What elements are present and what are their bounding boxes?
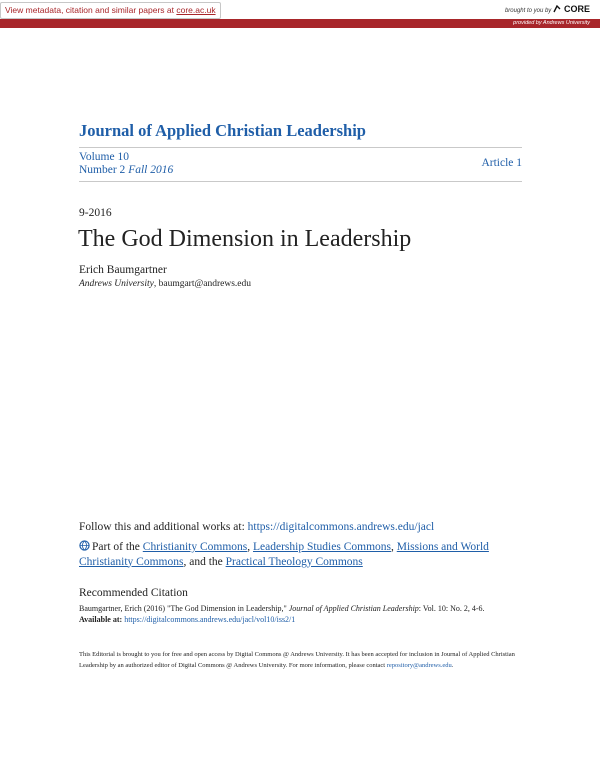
core-banner — [0, 0, 600, 28]
view-metadata-link[interactable] — [0, 2, 221, 19]
core-banner-bottom — [0, 19, 600, 28]
globe-icon — [79, 540, 90, 551]
part-of-commons — [79, 540, 529, 569]
journal-title[interactable]: Journal of Applied Christian Leadership — [79, 121, 366, 140]
follow-label: Follow this and additional works at: — [79, 521, 248, 533]
christianity-commons-link[interactable]: Christianity Commons — [142, 541, 248, 553]
author-email: , baumgart@andrews.edu — [153, 279, 251, 289]
footer-notice — [79, 650, 529, 671]
core-logo-icon — [553, 5, 561, 13]
issue-link[interactable] — [79, 164, 173, 176]
citation-journal: Journal of Applied Christian Leadership — [288, 604, 419, 613]
part-of-sep3: , and the — [183, 555, 226, 568]
season: Fall 2016 — [128, 164, 174, 176]
article-link[interactable]: Article 1 — [481, 157, 522, 169]
footer-end: . — [451, 661, 454, 669]
part-of-sep2: , — [391, 541, 397, 553]
divider-top — [79, 147, 522, 148]
recommended-citation-heading: Recommended Citation — [79, 587, 188, 599]
volume-link[interactable]: Volume 10 — [79, 151, 129, 163]
leadership-studies-commons-link[interactable]: Leadership Studies Commons — [253, 541, 391, 553]
author-name: Erich Baumgartner — [79, 264, 167, 276]
available-label: Available at: — [79, 615, 125, 624]
author-affiliation — [79, 279, 251, 289]
citation-volume: : Vol. 10: No. 2, 4-6. — [418, 604, 485, 613]
number-label: Number 2 — [79, 164, 126, 176]
provided-by: provided by Andrews University — [513, 20, 590, 26]
available-url-link[interactable]: https://digitalcommons.andrews.edu/jacl/vol10/iss2/1 — [124, 615, 296, 624]
part-of-sep1: , — [247, 541, 253, 553]
affiliation: Andrews University — [79, 279, 154, 289]
view-metadata-text: View metadata, citation and similar papers at — [5, 5, 177, 15]
article-title: The God Dimension in Leadership — [78, 226, 412, 252]
part-of-prefix: Part of the — [92, 541, 143, 553]
missions-world-christianity-link[interactable]: Missions and World Christianity Commons — [79, 541, 489, 568]
citation-text — [79, 603, 534, 625]
follow-works — [79, 521, 434, 533]
brought-to-you — [505, 4, 590, 14]
divider-bottom — [79, 181, 522, 182]
collection-link[interactable]: https://digitalcommons.andrews.edu/jacl — [247, 521, 435, 533]
practical-theology-commons-link[interactable]: Practical Theology Commons — [225, 555, 363, 568]
brought-text: brought to you by — [504, 8, 552, 14]
core-logo[interactable]: CORE — [563, 4, 590, 14]
footer-text: This Editorial is brought to you for free and open access by Digital Commons @ Andrews University. It has been accepted for inclusion in Journal of Applied Christian Leadership by an authorized editor of Digital Commons @ Andrews University. For more information, please contact — [79, 651, 515, 669]
repository-email-link[interactable]: repository@andrews.edu — [386, 661, 452, 669]
citation-main: Baumgartner, Erich (2016) "The God Dimension in Leadership," — [79, 604, 289, 613]
core-ac-uk-link[interactable]: core.ac.uk — [176, 5, 216, 15]
article-date: 9-2016 — [79, 207, 112, 219]
